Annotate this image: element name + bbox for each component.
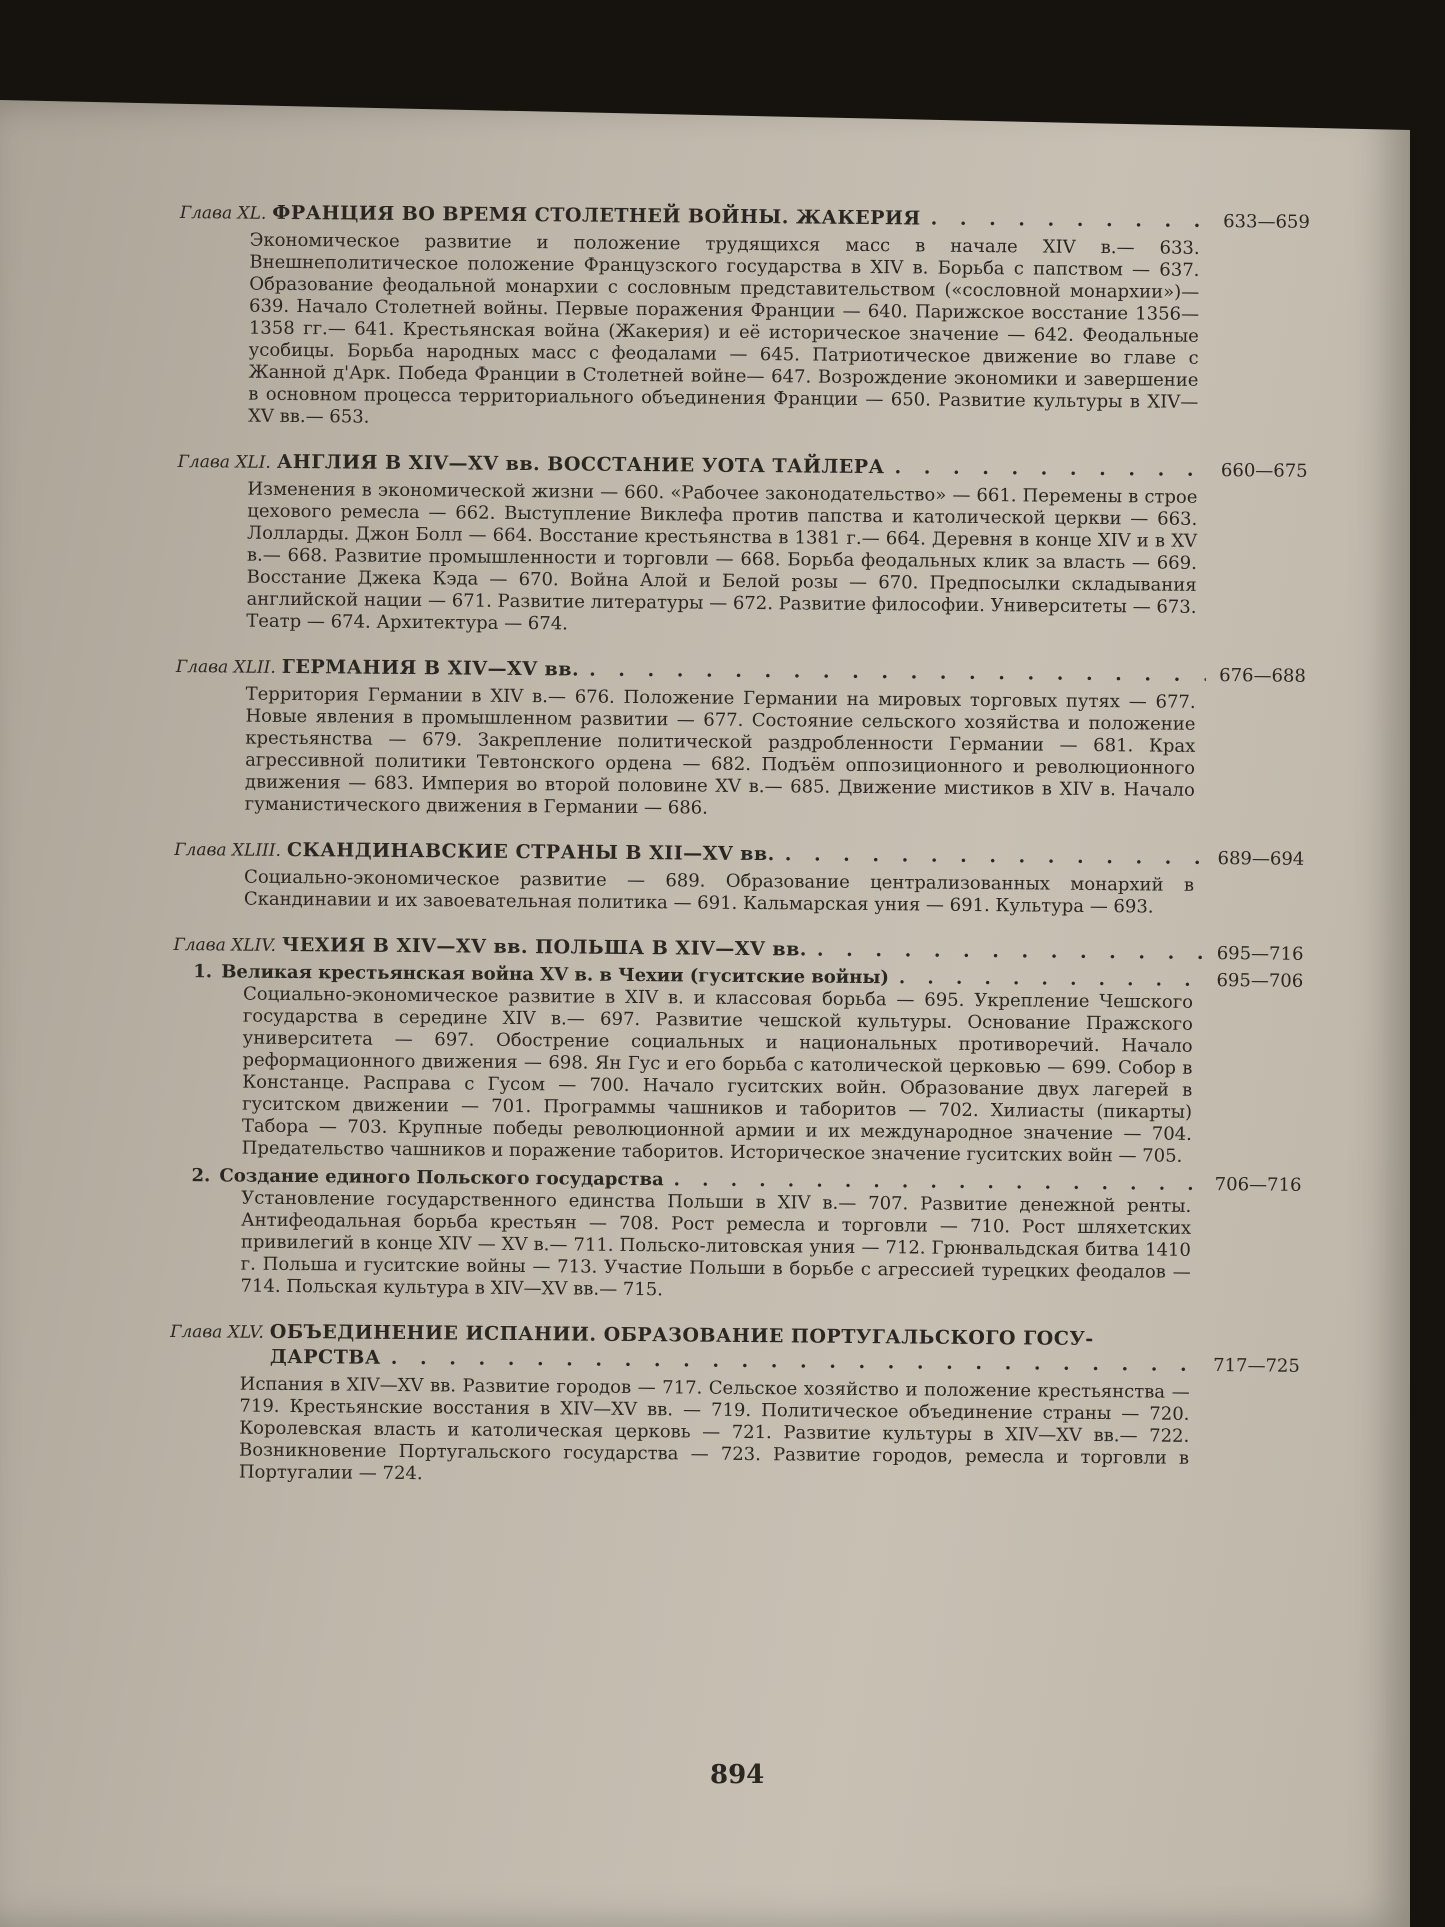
section-summary: Установление государственного единства Польши в XIV в.— 707. Развитие денежной ренты. Антифеодальная борьба крестьян — 708. Рост ремесла и торговли — 710. Рост шляхетских привилегий в конце XIV — XV в.— 711. Польско-литовская уния — 712. Грюнвальдская битва 1410 г. Польша и гуситские войны — 713. Участие Польши в борьбе с агрессией турецких феодалов — 714. Польская культура в XIV—XV вв.— 715.: [240, 1187, 1192, 1301]
chapter-title: АНГЛИЯ В XIV—XV вв. ВОССТАНИЕ УОТА ТАЙЛЕРА: [276, 450, 885, 479]
chapter-entry: [170, 932, 1303, 1307]
chapter-title: ГЕРМАНИЯ В XIV—XV вв.: [281, 655, 580, 681]
chapter-pages: 717—725: [1213, 1355, 1300, 1377]
chapter-pages: 689—694: [1217, 848, 1305, 870]
chapter-title-continued: ДАРСТВА: [269, 1345, 381, 1369]
section-title: Великая крестьянская война XV в. в Чехии (гуситские войны): [221, 961, 890, 989]
chapter-title: ОБЪЕДИНЕНИЕ ИСПАНИИ. ОБРАЗОВАНИЕ ПОРТУГАЛЬСКОГО ГОСУ-: [269, 1320, 1094, 1351]
chapter-entry: [178, 200, 1310, 437]
chapter-label: Глава XLIII.: [174, 839, 282, 861]
chapter-summary: Изменения в экономической жизни — 660. «Рабочее законодательство» — 661. Перемены в строе цехового ремесла — 662. Выступление Виклефа против папства и католической церкви — 663. Лолларды. Джон Болл — 664. Восстание крестьянства в 1381 г.— 664. Деревня в конце XIV и в XV в.— 668. Развитие промышленности и торговли — 668. Борьба феодальных клик за власть — 669. Восстание Джека Кэда — 670. Война Алой и Белой розы — 670. Предпосылки складывания английской нации — 671. Развитие литературы — 672. Развитие философии. Университеты — 673. Театр — 674. Архитектура — 674.: [246, 478, 1198, 635]
chapter-pages: 660—675: [1220, 460, 1308, 482]
chapter-summary: Испания в XIV—XV вв. Развитие городов — 717. Сельское хозяйство и положение крестьянства — 719. Крестьянские восстания в XIV—XV вв. — 719. Политическое объединение страны — 720. Королевская власть и католическая церковь — 721. Развитие культуры в XIV—XV вв.— 722. Возникновение Португальского государства — 723. Развитие городов, ремесла и торговли в Португалии — 724.: [238, 1373, 1190, 1485]
chapter-summary: Социально-экономическое развитие — 689. Образование централизованных монархий в Скандинавии и их завоевательная политика — 691. Кальмарская уния — 691. Культура — 693.: [243, 866, 1195, 918]
chapter-label: Глава XL.: [179, 202, 267, 224]
section-pages: 695—706: [1216, 970, 1304, 992]
page-number: 894: [710, 1760, 765, 1790]
leader-dots: [785, 842, 1205, 870]
chapter-label: Глава XLII.: [175, 656, 276, 678]
leader-dots: [894, 455, 1207, 482]
section-pages: 706—716: [1214, 1174, 1302, 1196]
chapter-entry: [175, 654, 1306, 825]
chapter-title: ФРАНЦИЯ ВО ВРЕМЯ СТОЛЕТНЕЙ ВОЙНЫ. ЖАКЕРИЯ: [272, 201, 921, 230]
chapter-entry: [169, 1319, 1300, 1493]
leader-dots: [931, 207, 1210, 233]
leader-dots: [899, 967, 1203, 992]
chapter-summary: Экономическое развитие и положение трудящихся масс в начале XIV в.— 633. Внешнеполитическое положение Французского государства в XIV в. Борьба с папством — 637. Образование феодальной монархии с сословным представительством («сословной монархии»)— 639. Начало Столетней войны. Первые поражения Франции — 640. Парижское восстание 1356—1358 гг.— 641. Крестьянская война (Жакерия) и её историческое значение — 642. Феодальные усобицы. Борьба народных масс с феодалами — 645. Патриотическое движение во главе с Жанной д'Арк. Победа Франции в Столетней войне— 647. Возрождение экономики и завершение в основном процесса территориального объединения Франции — 650. Развитие культуры в XIV—XV вв.— 653.: [248, 229, 1200, 428]
chapter-label: Глава XLIV.: [173, 934, 277, 956]
leader-dots: [589, 658, 1206, 687]
section-number: 2.: [191, 1165, 211, 1187]
chapter-title: СКАНДИНАВСКИЕ СТРАНЫ В XII—XV вв.: [286, 838, 775, 866]
chapter-label: Глава XLI.: [177, 451, 271, 473]
table-of-contents: [169, 200, 1310, 1515]
chapter-pages: 633—659: [1223, 211, 1310, 233]
chapter-pages: 676—688: [1219, 665, 1306, 687]
chapter-summary: Территория Германии в XIV в.— 676. Положение Германии на мировых торговых путях — 677. Новые явления в промышленном развитии — 677. Состояние сельского хозяйства и положение крестьянства — 679. Закрепление политической раздробленности Германии — 681. Крах агрессивной политики Тевтонского ордена — 682. Подъём оппозиционного и революционного движения — 683. Империя во второй половине XV в.— 685. Движение мистиков в XIV в. Начало гуманистического движения в Германии — 686.: [244, 683, 1196, 819]
chapter-pages: 695—716: [1216, 943, 1304, 965]
section-summary: Социально-экономическое развитие в XIV в. и классовая борьба — 695. Укрепление Чешского государства в середине XIV в.— 697. Развитие чешской культуры. Основание Пражского университета — 697. Обострение социальных и национальных противоречий. Начало реформационного движения — 698. Ян Гус и его борьба с католической церковью — 699. Собор в Констанце. Расправа с Гусом — 700. Начало гуситских войн. Образование двух лагерей в гуситском движении — 701. Программы чашников и таборитов — 702. Хилиасты (пикарты) Табора — 703. Крупные победы революционной армии и их международное значение — 704. Предательство чашников и поражение таборитов. Историческое значение гуситских войн — 705.: [241, 983, 1194, 1167]
leader-dots: [817, 938, 1204, 965]
section-number: 1.: [193, 961, 213, 983]
chapter-entry: [176, 449, 1308, 642]
chapter-title: ЧЕХИЯ В XIV—XV вв. ПОЛЬША В XIV—XV вв.: [281, 933, 808, 961]
chapter-label: Глава XLV.: [170, 1321, 264, 1343]
chapter-entry: [174, 837, 1305, 920]
section-title: Создание единого Польского государства: [219, 1165, 664, 1191]
